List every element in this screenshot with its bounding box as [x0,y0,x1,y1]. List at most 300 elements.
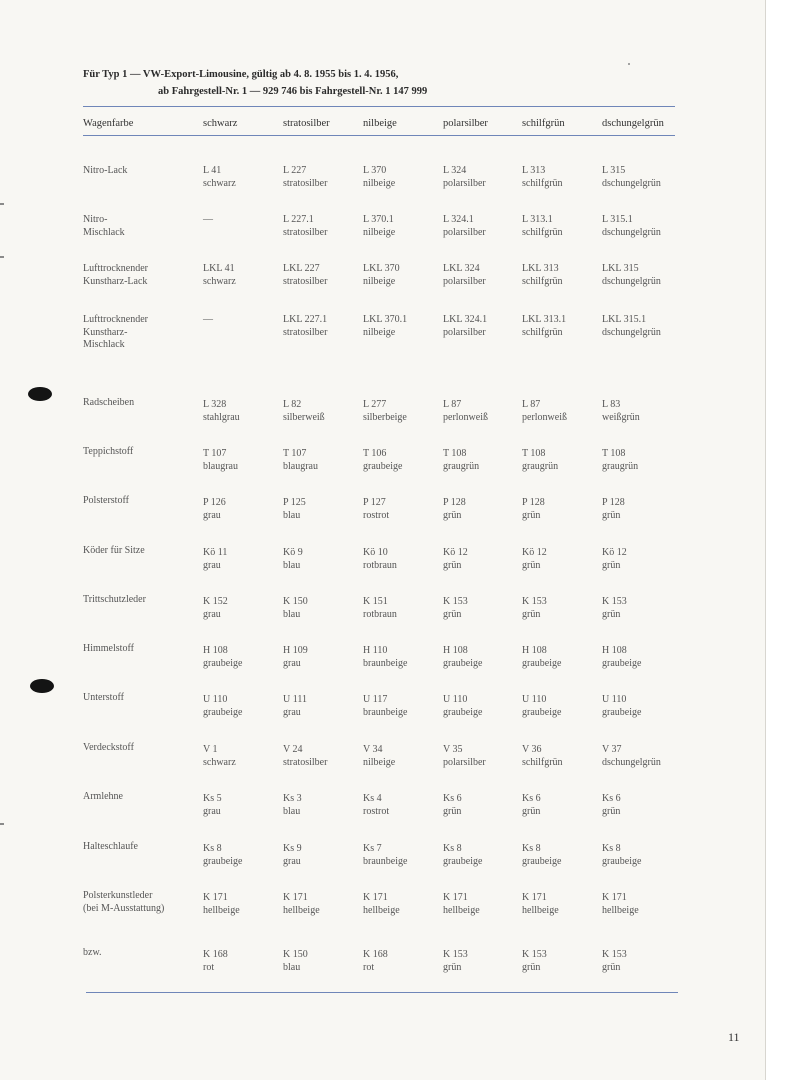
table-cell [363,165,395,190]
table-cell [443,793,462,818]
color-name: dschungelgrün [602,177,661,189]
table-cell [443,596,468,621]
color-name: graubeige [522,706,562,718]
table-cell [203,892,240,917]
part-code: LKL 313 [522,263,559,274]
color-name: schilfgrün [522,177,563,189]
table-cell [283,596,308,621]
part-code: Ks 9 [283,843,302,854]
part-code: K 153 [602,949,627,960]
color-name: stratosilber [283,756,328,768]
table-cell [443,263,486,288]
table-cell [363,694,407,719]
table-cell [283,744,327,769]
table-cell [363,497,389,522]
table-cell [443,314,487,339]
color-name: grün [443,559,462,571]
table-cell [283,793,302,818]
part-code: U 110 [443,694,468,705]
color-name: grün [443,961,462,973]
table-cell [363,645,407,670]
color-name: rostrot [363,509,390,521]
table-cell [363,214,395,239]
table-cell [602,165,661,190]
table-cell [602,596,627,621]
row-label-line: Nitro- [83,214,108,225]
color-name: nilbeige [363,275,396,287]
part-code: V 34 [363,744,383,755]
color-name: stratosilber [283,275,328,287]
color-name: silberweiß [283,411,325,423]
color-name: hellbeige [522,904,559,916]
row-label [83,214,125,239]
color-name: blau [283,608,301,620]
part-code: L 315.1 [602,214,633,225]
row-label [83,397,134,410]
part-code: L 328 [203,399,227,410]
part-code: Ks 3 [283,793,302,804]
color-name: schilfgrün [522,226,563,238]
part-code: P 128 [522,497,545,508]
color-name: graubeige [203,706,243,718]
color-name: blau [283,509,301,521]
color-name: graubeige [443,855,483,867]
table-cell [203,165,236,190]
part-code: — [203,214,213,225]
part-code: U 110 [522,694,547,705]
edge-mark [0,256,4,258]
color-name: schwarz [203,275,236,287]
color-name: grün [602,805,621,817]
table-cell [283,314,327,339]
part-code: Kö 10 [363,547,388,558]
row-label [83,947,102,960]
table-cell [602,843,641,868]
row-label [83,643,134,656]
part-code: H 108 [203,645,228,656]
table-cell [522,596,547,621]
color-name: grün [522,559,541,571]
part-code: K 171 [602,892,627,903]
color-name: graugrün [443,460,480,472]
table-cell [203,949,228,974]
part-code: LKL 315.1 [602,314,647,325]
part-code: Kö 12 [602,547,627,558]
row-label-line: Kunstharz-Lack [83,275,148,287]
part-code: P 125 [283,497,306,508]
table-cell [443,744,486,769]
table-cell [363,949,388,974]
row-label-line: Trittschutzleder [83,594,146,605]
color-name: polarsilber [443,275,486,287]
column-header: stratosilber [283,118,330,129]
table-cell [443,165,486,190]
color-name: rostrot [363,805,390,817]
part-code: LKL 370 [363,263,400,274]
part-code: LKL 227 [283,263,320,274]
color-name: weißgrün [602,411,640,423]
table-cell [522,314,566,339]
color-name: grün [443,509,462,521]
color-name: braunbeige [363,855,408,867]
table-cell [443,694,482,719]
table-cell [522,694,561,719]
row-label [83,742,134,755]
row-label [83,545,145,558]
color-name: polarsilber [443,177,486,189]
color-name: stratosilber [283,177,328,189]
table-cell [203,399,240,424]
table-cell [203,596,228,621]
table-cell [443,399,488,424]
color-name: grau [203,608,221,620]
part-code: K 171 [522,892,547,903]
part-code: T 107 [283,448,307,459]
part-code: L 227.1 [283,214,314,225]
table-cell [522,793,541,818]
row-label [83,495,129,508]
part-code: P 128 [602,497,625,508]
color-name: grün [602,608,621,620]
table-cell [283,448,318,473]
part-code: H 110 [363,645,388,656]
row-label-line: Mischlack [83,226,125,238]
part-code: U 110 [203,694,228,705]
part-code: T 108 [602,448,626,459]
part-code: K 171 [443,892,468,903]
part-code: LKL 315 [602,263,639,274]
part-code: L 313 [522,165,546,176]
table-cell [602,645,641,670]
color-name: grün [602,559,621,571]
part-code: LKL 227.1 [283,314,328,325]
table-cell [522,448,558,473]
color-name: graubeige [602,657,642,669]
part-code: L 277 [363,399,387,410]
color-name: grün [522,509,541,521]
table-cell [443,214,486,239]
part-code: V 36 [522,744,542,755]
table-cell [363,399,407,424]
part-code: LKL 41 [203,263,235,274]
part-code: Kö 9 [283,547,303,558]
color-name: stratosilber [283,226,328,238]
column-header: dschungelgrün [602,118,664,129]
part-code: L 324.1 [443,214,474,225]
part-code: LKL 370.1 [363,314,408,325]
table-cell [522,497,545,522]
table-cell [602,694,641,719]
table-cell [283,165,327,190]
table-cell [363,744,395,769]
table-cell [602,263,661,288]
part-code: H 109 [283,645,308,656]
table-cell [283,214,327,239]
table-cell [283,843,302,868]
table-cell [522,214,563,239]
table-cell [443,892,480,917]
color-name: schilfgrün [522,756,563,768]
color-name: stratosilber [283,326,328,338]
color-name: graubeige [363,460,403,472]
row-label [83,890,164,915]
row-label [83,446,133,459]
part-code: Ks 4 [363,793,382,804]
part-code: Kö 12 [522,547,547,558]
table-cell [522,892,559,917]
color-name: graugrün [522,460,559,472]
row-label-line: Radscheiben [83,397,135,408]
color-name: grau [283,706,301,718]
part-code: Ks 7 [363,843,382,854]
color-name: rot [203,961,215,973]
page-number: 11 [728,1030,740,1044]
part-code: Ks 6 [522,793,541,804]
part-code: U 111 [283,694,307,705]
part-code: L 41 [203,165,222,176]
table-cell [203,843,242,868]
table-cell [522,547,547,572]
part-code: T 108 [443,448,467,459]
paper-speck [628,63,630,65]
page-edge [765,0,785,1080]
color-name: hellbeige [283,904,320,916]
color-name: dschungelgrün [602,275,661,287]
part-code: K 153 [522,596,547,607]
color-name: polarsilber [443,226,486,238]
table-cell [443,645,482,670]
color-name: perlonweiß [522,411,567,423]
part-code: Ks 6 [443,793,462,804]
color-name: graubeige [602,855,642,867]
color-name: hellbeige [602,904,639,916]
color-name: rotbraun [363,559,397,571]
part-code: L 324 [443,165,467,176]
table-cell [522,399,567,424]
color-name: grün [522,608,541,620]
part-code: LKL 313.1 [522,314,567,325]
color-name: blau [283,805,301,817]
bottom-rule [86,992,678,993]
column-header: polarsilber [443,118,488,129]
table-cell [203,694,242,719]
row-label-line: Lufttrocknender [83,314,148,325]
row-label-line: Nitro-Lack [83,165,128,176]
table-cell [602,744,661,769]
row-label-line: Teppichstoff [83,446,134,457]
color-name: blau [283,961,301,973]
part-code: V 1 [203,744,218,755]
row-label-line: Lufttrocknender [83,263,148,274]
row-header-label: Wagenfarbe [83,118,134,129]
part-code: K 150 [283,596,308,607]
color-name: graugrün [602,460,639,472]
row-label [83,314,148,352]
color-name: hellbeige [203,904,240,916]
table-cell [602,793,621,818]
part-code: U 110 [602,694,627,705]
part-code: Ks 8 [522,843,541,854]
color-name: graubeige [522,657,562,669]
part-code: L 82 [283,399,302,410]
table-cell [363,547,397,572]
color-name: nilbeige [363,756,396,768]
part-code: T 107 [203,448,227,459]
color-name: blau [283,559,301,571]
part-code: L 370 [363,165,387,176]
table-cell [363,596,397,621]
part-code: T 108 [522,448,546,459]
table-cell [203,744,236,769]
part-code: H 108 [602,645,627,656]
table-cell [363,843,407,868]
table-cell [203,497,226,522]
part-code: K 153 [443,596,468,607]
part-code: H 108 [443,645,468,656]
color-name: nilbeige [363,226,396,238]
title-line-2: ab Fahrgestell-Nr. 1 — 929 746 bis Fahrgestell-Nr. 1 147 999 [158,86,428,97]
edge-mark [0,203,4,205]
row-label-line: Polsterstoff [83,495,129,506]
table-cell [602,399,640,424]
color-name: graubeige [203,855,243,867]
row-label-line: (bei M-Ausstattung) [83,902,165,914]
color-name: blaugrau [203,460,238,472]
table-cell [522,165,563,190]
color-name: polarsilber [443,326,486,338]
part-code: Ks 8 [602,843,621,854]
table-cell [443,497,466,522]
part-code: P 127 [363,497,386,508]
part-code: LKL 324 [443,263,480,274]
color-name: grün [602,961,621,973]
part-code: Kö 12 [443,547,468,558]
row-label [83,594,146,607]
part-code: K 151 [363,596,388,607]
title-line-1: Für Typ 1 — VW-Export-Limousine, gültig ab 4. 8. 1955 bis 1. 4. 1956, [83,69,399,80]
part-code: K 168 [363,949,388,960]
table-cell [443,843,482,868]
table-cell [203,793,222,818]
table-cell [363,263,400,288]
part-code: T 106 [363,448,387,459]
row-label-line: Halteschlaufe [83,841,138,852]
color-name: schilfgrün [522,275,563,287]
table-cell [602,314,661,339]
table-cell [443,949,468,974]
part-code: L 87 [522,399,541,410]
color-name: graubeige [203,657,243,669]
color-name: grün [443,805,462,817]
row-label-line: Armlehne [83,791,123,802]
color-name: dschungelgrün [602,326,661,338]
part-code: L 83 [602,399,621,410]
table-cell [363,448,402,473]
table-cell [203,448,238,473]
color-name: grün [522,805,541,817]
part-code: K 152 [203,596,228,607]
color-name: grün [443,608,462,620]
table-cell [283,645,308,670]
color-name: grau [283,657,301,669]
color-name: perlonweiß [443,411,488,423]
table-cell [283,399,325,424]
color-name: nilbeige [363,326,396,338]
color-name: blaugrau [283,460,318,472]
column-header: schilfgrün [522,118,565,129]
color-name: braunbeige [363,706,408,718]
part-code: — [203,314,213,325]
color-name: grau [203,509,221,521]
row-label-line: Unterstoff [83,692,124,703]
color-name: dschungelgrün [602,756,661,768]
part-code: LKL 324.1 [443,314,488,325]
part-code: V 24 [283,744,303,755]
row-label [83,692,124,705]
table-cell [283,263,327,288]
color-name: graubeige [522,855,562,867]
table-cell [283,694,307,719]
table-cell [522,744,563,769]
color-name: graubeige [443,657,483,669]
color-name: hellbeige [443,904,480,916]
part-code: K 153 [602,596,627,607]
table-cell [203,314,213,327]
row-label-line: Köder für Sitze [83,545,145,556]
header-rule [83,135,675,136]
column-header: nilbeige [363,118,397,129]
part-code: P 126 [203,497,226,508]
row-label-line: Polsterkunstleder [83,890,153,901]
table-cell [283,949,308,974]
color-name: rot [363,961,375,973]
part-code: K 153 [522,949,547,960]
table-cell [443,448,479,473]
top-rule [83,106,675,107]
color-name: schwarz [203,177,236,189]
punch-hole-mark [28,387,52,401]
part-code: U 117 [363,694,388,705]
part-code: V 37 [602,744,622,755]
part-code: Ks 5 [203,793,222,804]
part-code: K 150 [283,949,308,960]
part-code: K 168 [203,949,228,960]
color-name: hellbeige [363,904,400,916]
color-name: braunbeige [363,657,408,669]
table-cell [602,892,639,917]
color-name: grün [602,509,621,521]
part-code: K 171 [283,892,308,903]
part-code: K 171 [203,892,228,903]
table-cell [283,547,303,572]
table-cell [363,892,400,917]
table-cell [203,214,213,227]
part-code: L 315 [602,165,626,176]
edge-mark [0,823,4,825]
table-cell [602,547,627,572]
row-label-line: Verdeckstoff [83,742,134,753]
table-cell [283,892,320,917]
table-cell [522,843,561,868]
table-cell [602,448,638,473]
part-code: K 153 [443,949,468,960]
color-name: stahlgrau [203,411,240,423]
table-cell [522,949,547,974]
part-code: L 370.1 [363,214,394,225]
punch-hole-mark [30,679,54,693]
color-name: nilbeige [363,177,396,189]
color-name: polarsilber [443,756,486,768]
